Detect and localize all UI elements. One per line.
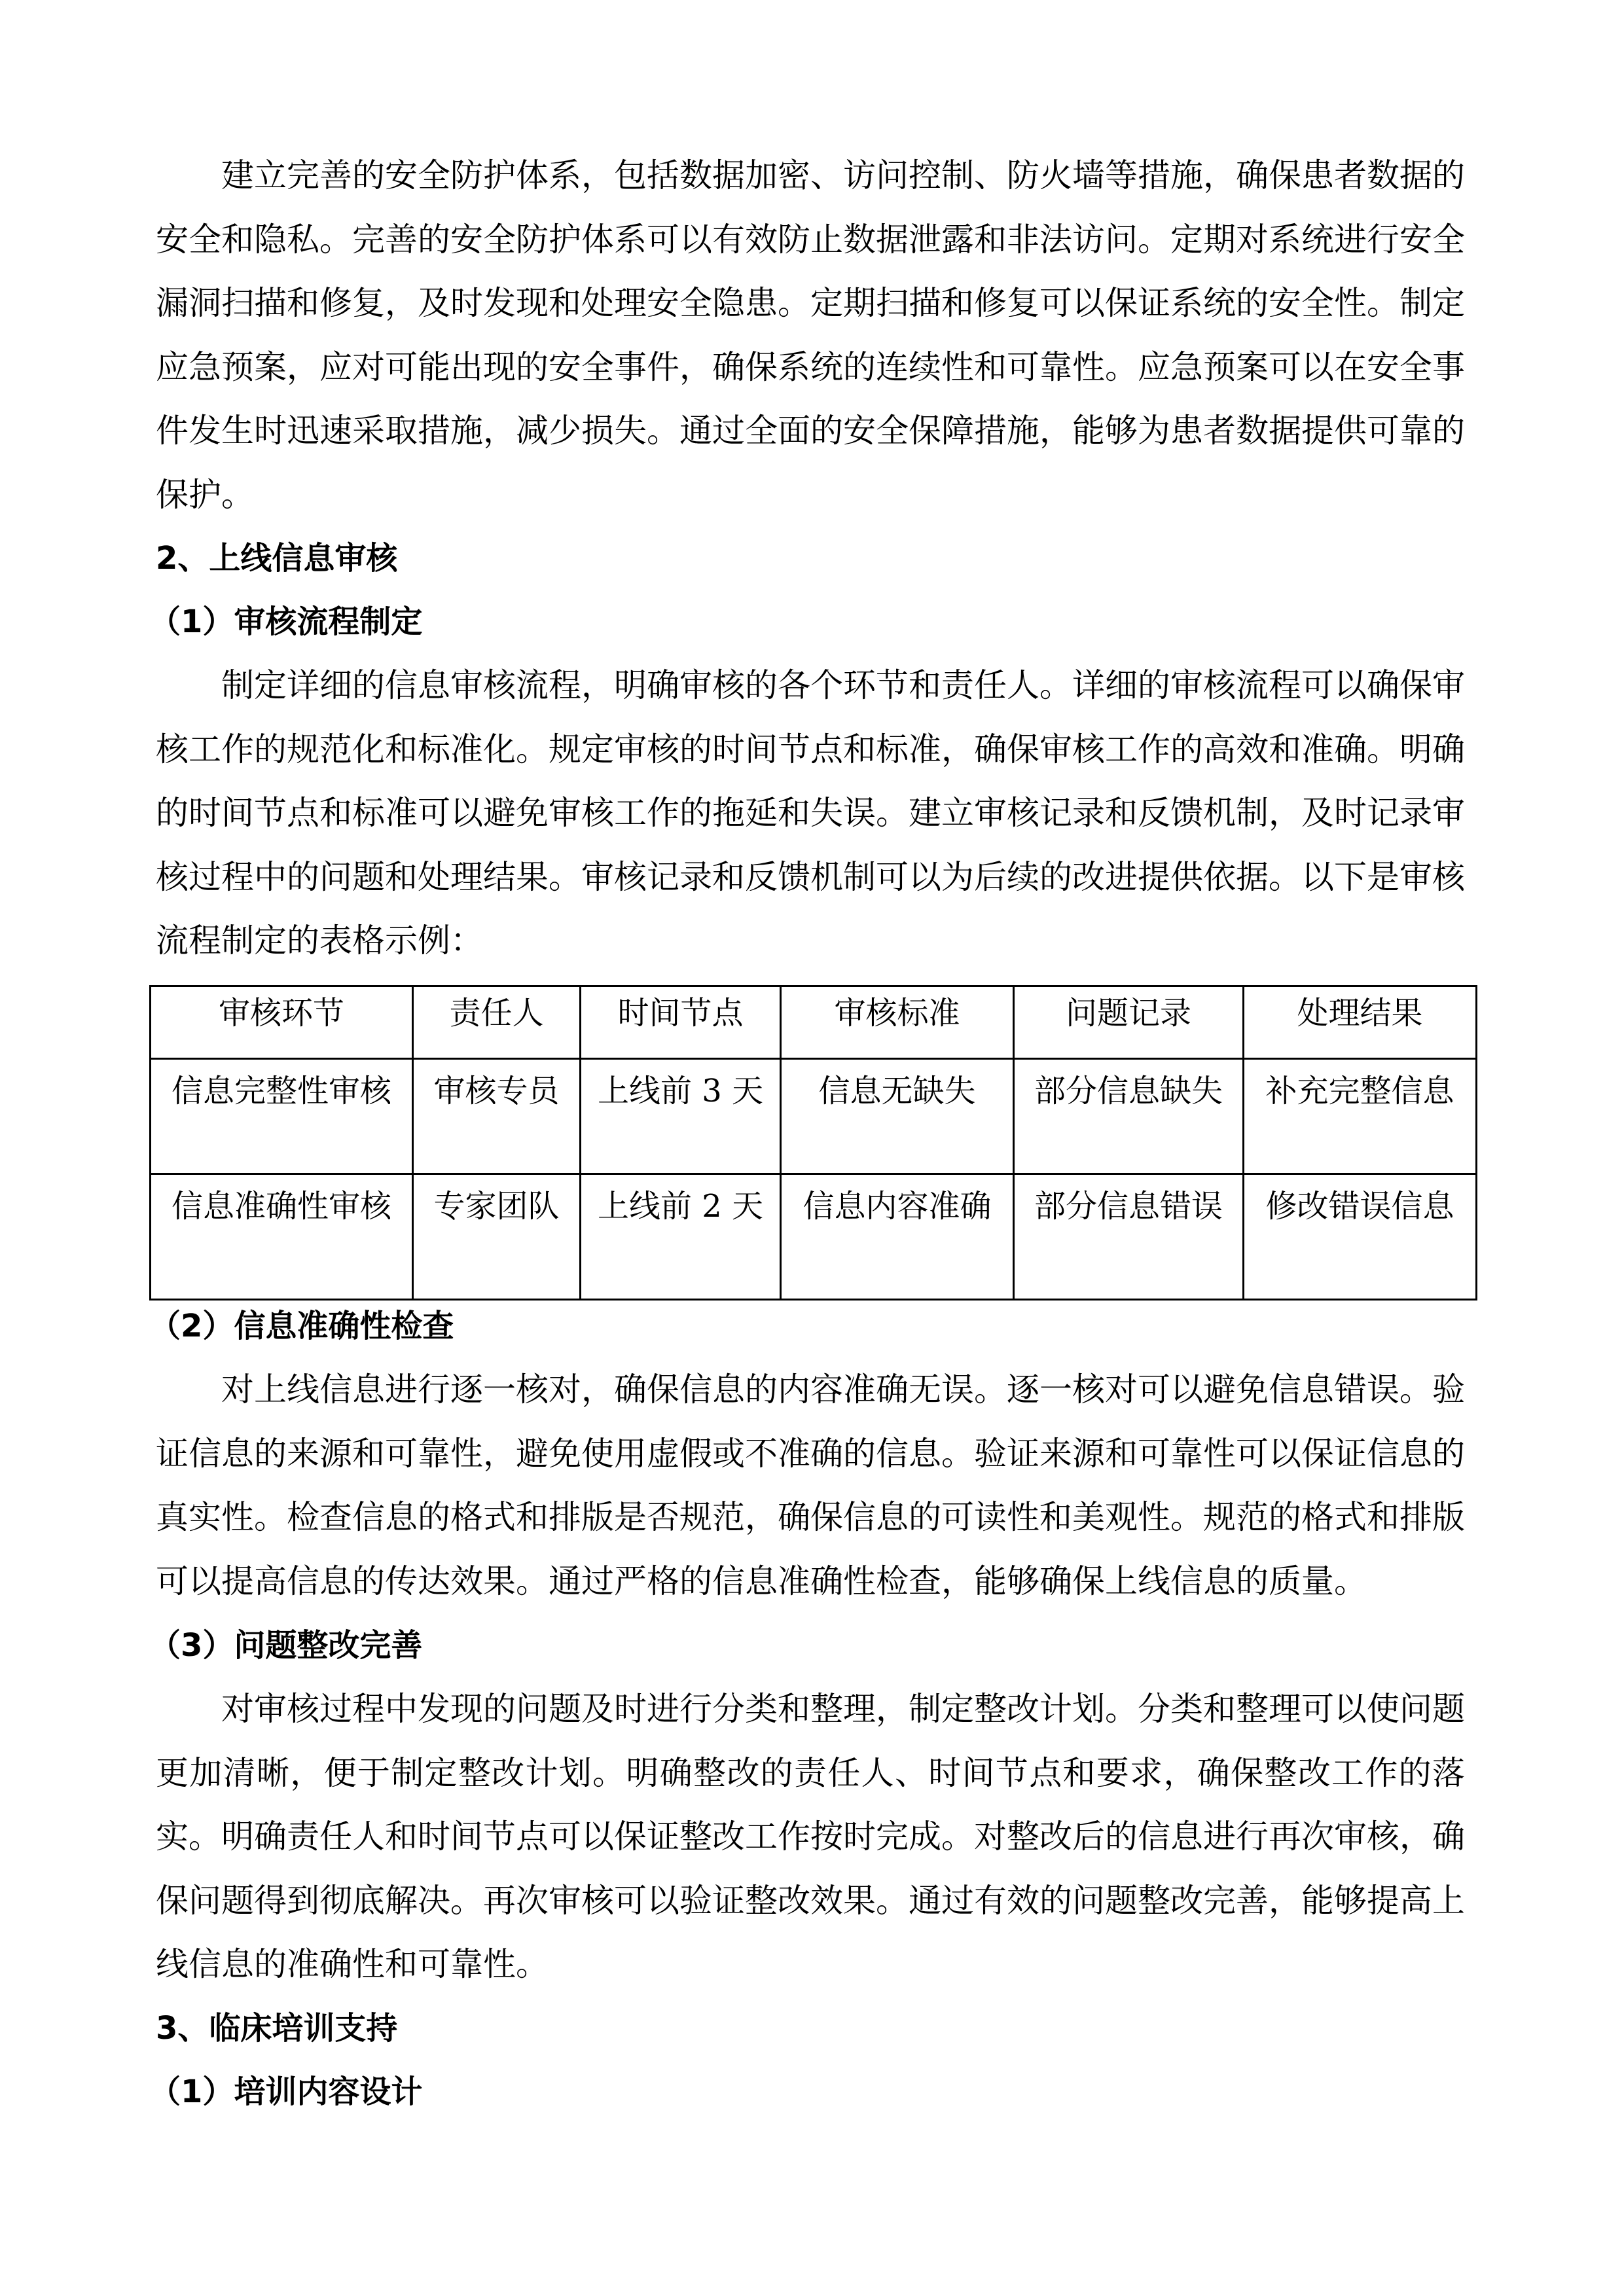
table-cell: 信息无缺失 <box>781 1059 1014 1174</box>
audit-process-paragraph: 制定详细的信息审核流程，明确审核的各个环节和责任人。详细的审核流程可以确保审核工作的规范化和标准化。规定审核的时间节点和标准，确保审核工作的高效和准确。明确的时间节点和标准可以避免审核工作的拖延和失误。建立审核记录和反馈机制，及时记录审核过程中的问题和处理结果。审核记录和反馈机制可以为后续的改进提供依据。以下是审核流程制定的表格示例： <box>156 666 1465 960</box>
table-cell: 上线前 2 天 <box>581 1174 781 1300</box>
table-cell: 修改错误信息 <box>1244 1174 1477 1300</box>
rectification-paragraph: 对审核过程中发现的问题及时进行分类和整理，制定整改计划。分类和整理可以使问题更加清晰，便于制定整改计划。明确整改的责任人、时间节点和要求，确保整改工作的落实。明确责任人和时间节点可以保证整改工作按时完成。对整改后的信息进行再次审核，确保问题得到彻底解决。再次审核可以验证整改效果。通过有效的问题整改完善，能够提高上线信息的准确性和可靠性。 <box>156 1690 1465 1983</box>
table-cell: 部分信息错误 <box>1014 1174 1244 1300</box>
table-cell: 信息准确性审核 <box>151 1174 413 1300</box>
subsection-3-1-heading: （1）培训内容设计 <box>149 2073 423 2110</box>
subsection-2-2-heading: （2）信息准确性检查 <box>149 1308 454 1344</box>
table-cell: 专家团队 <box>413 1174 581 1300</box>
table-cell: 审核专员 <box>413 1059 581 1174</box>
table-cell: 信息内容准确 <box>781 1174 1014 1300</box>
section-3-heading: 3、临床培训支持 <box>156 2010 398 2047</box>
table-cell: 补充完整信息 <box>1244 1059 1477 1174</box>
accuracy-check-paragraph: 对上线信息进行逐一核对，确保信息的内容准确无误。逐一核对可以避免信息错误。验证信息的来源和可靠性，避免使用虚假或不准确的信息。验证来源和可靠性可以保证信息的真实性。检查信息的格式和排版是否规范，确保信息的可读性和美观性。规范的格式和排版可以提高信息的传达效果。通过严格的信息准确性检查，能够确保上线信息的质量。 <box>156 1371 1465 1600</box>
section-2-heading: 2、上线信息审核 <box>156 540 398 577</box>
table-row <box>151 1174 1477 1300</box>
table-header-cell: 时间节点 <box>581 986 781 1059</box>
subsection-2-1-heading: （1）审核流程制定 <box>149 603 423 640</box>
table-header-cell: 审核标准 <box>781 986 1014 1059</box>
table-cell: 部分信息缺失 <box>1014 1059 1244 1174</box>
table-header-cell: 处理结果 <box>1244 986 1477 1059</box>
table-header-cell: 责任人 <box>413 986 581 1059</box>
table-cell: 信息完整性审核 <box>151 1059 413 1174</box>
table-cell: 上线前 3 天 <box>581 1059 781 1174</box>
table-header-row <box>151 986 1477 1059</box>
table-row <box>151 1059 1477 1174</box>
audit-process-table <box>149 985 1477 1300</box>
table-header-cell: 问题记录 <box>1014 986 1244 1059</box>
subsection-2-3-heading: （3）问题整改完善 <box>149 1627 423 1664</box>
table-header-cell: 审核环节 <box>151 986 413 1059</box>
security-paragraph: 建立完善的安全防护体系，包括数据加密、访问控制、防火墙等措施，确保患者数据的安全和隐私。完善的安全防护体系可以有效防止数据泄露和非法访问。定期对系统进行安全漏洞扫描和修复，及时发现和处理安全隐患。定期扫描和修复可以保证系统的安全性。制定应急预案，应对可能出现的安全事件，确保系统的连续性和可靠性。应急预案可以在安全事件发生时迅速采取措施，减少损失。通过全面的安全保障措施，能够为患者数据提供可靠的保护。 <box>156 156 1465 514</box>
